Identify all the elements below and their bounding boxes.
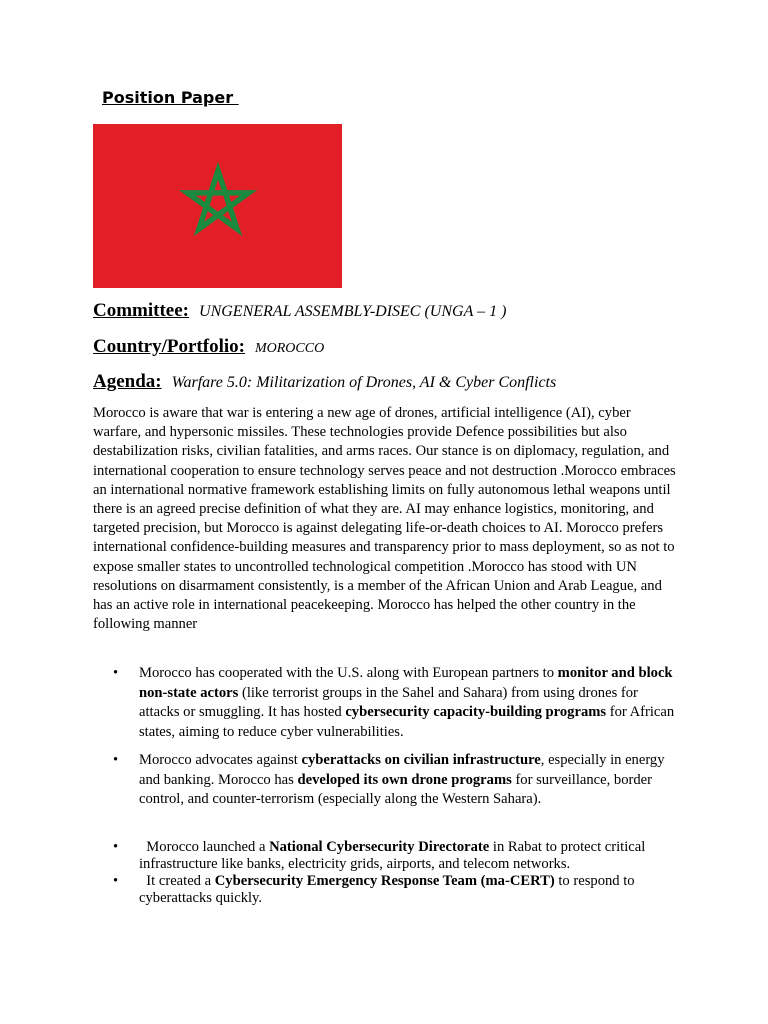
committee-line: [93, 300, 506, 322]
body-paragraph: Morocco is aware that war is entering a new age of drones, artificial intelligence (AI), cyber warfare, and hypersonic missiles. These technologies provide Defence possibilities but also destabilization risks, civilian fatalities, and arms races. Our stance is on diplomacy, regulation, and international cooperation to ensure technology serves peace and not destruction .Morocco embraces an international normative framework establishing limits on fully autonomous lethal weapons until there is an agreed precise definition of what they are. AI may enhance logistics, monitoring, and targeted precision, but Morocco is against delegating life-or-death choices to AI. Morocco prefers international confidence-building measures and transparency prior to mass deployment, so as not to expose smaller states to uncontrolled technological competition .Morocco has stood with UN resolutions on disarmament consistently, is a member of the African Union and Arab League, and has an active role in international peacekeeping. Morocco has helped the other country in the following manner: [93, 405, 676, 633]
committee-label: Committee:: [93, 300, 190, 321]
agenda-value: Warfare 5.0: Militarization of Drones, AI & Cyber Conflicts: [171, 374, 557, 391]
morocco-flag: [93, 124, 342, 288]
bullet-icon: •: [113, 873, 119, 889]
list-item-text: It created a Cybersecurity Emergency Response Team (ma-CERT) to respond to cyberattacks quickly.: [139, 873, 639, 906]
country-label: Country/Portfolio:: [93, 336, 245, 357]
document-title: Position Paper: [102, 88, 239, 107]
country-value: MOROCCO: [254, 341, 325, 356]
country-line: [93, 336, 324, 358]
list-item-text: Morocco has cooperated with the U.S. along with European partners to monitor and block non-state actors (like terrorist groups in the Sahel and Sahara) from using drones for attacks or smuggling. It has hosted cybersecurity capacity-building programs for African states, aiming to reduce cyber vulnerabilities.: [139, 665, 675, 740]
bullet-icon: •: [113, 839, 119, 855]
bullet-icon: •: [113, 665, 119, 681]
list-item-text: Morocco launched a National Cybersecurity Directorate in Rabat to protect critical infrastructure like banks, electricity grids, airports, and telecom networks.: [139, 839, 649, 872]
bullet-icon: •: [113, 752, 119, 768]
list-item-text: Morocco advocates against cyberattacks on civilian infrastructure, especially in energy and banking. Morocco has developed its own drone programs for surveillance, border control, and counter-terrorism (especially along the Western Sahara).: [139, 752, 665, 807]
agenda-line: [93, 371, 556, 393]
committee-value: UNGENERAL ASSEMBLY-DISEC (UNGA – 1 ): [199, 303, 507, 320]
agenda-label: Agenda:: [93, 371, 162, 392]
flag-field: [93, 124, 342, 288]
